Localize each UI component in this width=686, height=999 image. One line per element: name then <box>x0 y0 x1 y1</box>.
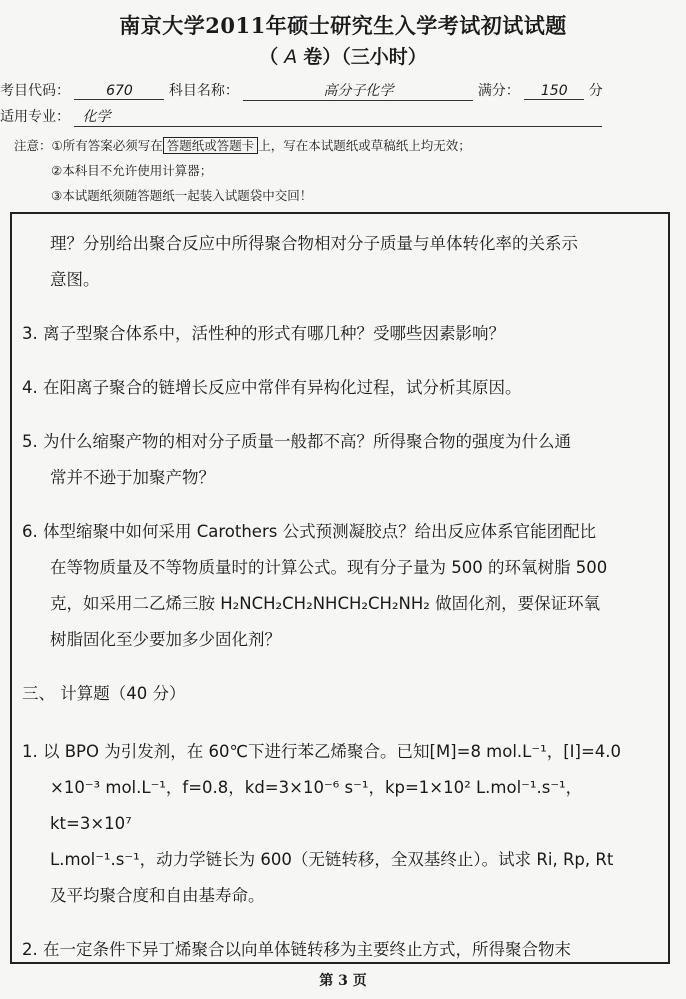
calc-1-line-3: L.mol⁻¹.s⁻¹，动力学链长为 600（无链转移，全双基终止）。试求 Ri, Rp, Rt <box>50 850 614 869</box>
major-value: 化学 <box>74 106 602 127</box>
exam-title: 南京大学2011年硕士研究生入学考试初试试题 <box>119 13 567 38</box>
notes-label: 注意： <box>14 138 52 153</box>
calc-1-line-2: ×10⁻³ mol.L⁻¹，f=0.8，kd=3×10⁻⁶ s⁻¹，kp=1×10² L.mol⁻¹.s⁻¹，kt=3×10⁷ <box>50 778 583 833</box>
question-5-line-1: 5. 为什么缩聚产物的相对分子质量一般都不高？所得聚合物的强度为什么通 <box>22 432 571 451</box>
q2-cont-line-2: 意图。 <box>50 270 100 289</box>
major-label: 适用专业： <box>0 109 70 125</box>
paper-letter: A <box>284 46 298 68</box>
note-2: ②本科目不允许使用计算器； <box>51 163 213 178</box>
note-3: ③本试题纸须随答题纸一起装入试题袋中交回！ <box>51 188 313 203</box>
score-unit: 分 <box>588 83 603 99</box>
question-6-line-3: 克，如采用二乙烯三胺 H₂NCH₂CH₂NHCH₂CH₂NH₂ 做固化剂，要保证环氧 <box>50 594 601 613</box>
question-content <box>22 226 658 968</box>
calc-1-line-1: 1. 以 BPO 为引发剂，在 60℃下进行苯乙烯聚合。已知[M]=8 mol.L⁻¹，[I]=4.0 <box>22 742 622 761</box>
question-6-line-4: 树脂固化至少要加多少固化剂？ <box>50 630 281 649</box>
page-number: 第 3 页 <box>319 973 367 989</box>
exam-info-row <box>0 80 603 101</box>
question-6-line-2: 在等物质量及不等物质量时的计算公式。现有分子量为 500 的环氧树脂 500 <box>50 558 608 577</box>
note-1-text-b: 上，写在本试题纸或草稿纸上均无效； <box>258 138 471 153</box>
question-4: 4. 在阳离子聚合的链增长反应中常伴有异构化过程，试分析其原因。 <box>22 378 522 397</box>
exam-notes <box>14 133 471 208</box>
major-row <box>0 106 602 127</box>
note-1-boxed-text: 答题纸或答题卡 <box>163 137 259 154</box>
subject-label: 科目名称： <box>168 83 239 99</box>
calc-1-line-4: 及平均聚合度和自由基寿命。 <box>50 886 265 905</box>
calc-2-line-1: 2. 在一定条件下异丁烯聚合以向单体链转移为主要终止方式，所得聚合物末 <box>22 940 571 959</box>
score-value: 150 <box>524 83 584 100</box>
paper-version <box>0 42 686 69</box>
score-label: 满分： <box>477 83 520 99</box>
subject-value: 高分子化学 <box>243 80 473 101</box>
question-6-line-1: 6. 体型缩聚中如何采用 Carothers 公式预测凝胶点？给出反应体系官能团配比 <box>22 522 597 541</box>
q2-cont-line-1: 理？分别给出聚合反应中所得聚合物相对分子质量与单体转化率的关系示 <box>50 234 578 253</box>
question-5-line-2: 常并不逊于加聚产物？ <box>50 468 215 487</box>
note-1-text-a: ①所有答案必须写在 <box>51 138 163 153</box>
paper-suffix: 卷）（三小时） <box>303 46 427 68</box>
paper-prefix: （ <box>259 46 279 68</box>
note-1 <box>14 133 471 158</box>
question-3: 3. 离子型聚合体系中，活性种的形式有哪几种？受哪些因素影响？ <box>22 324 505 343</box>
code-value: 670 <box>74 83 164 100</box>
code-label: 考目代码： <box>0 83 70 99</box>
section-3-heading: 三、 计算题（40 分） <box>22 684 186 703</box>
